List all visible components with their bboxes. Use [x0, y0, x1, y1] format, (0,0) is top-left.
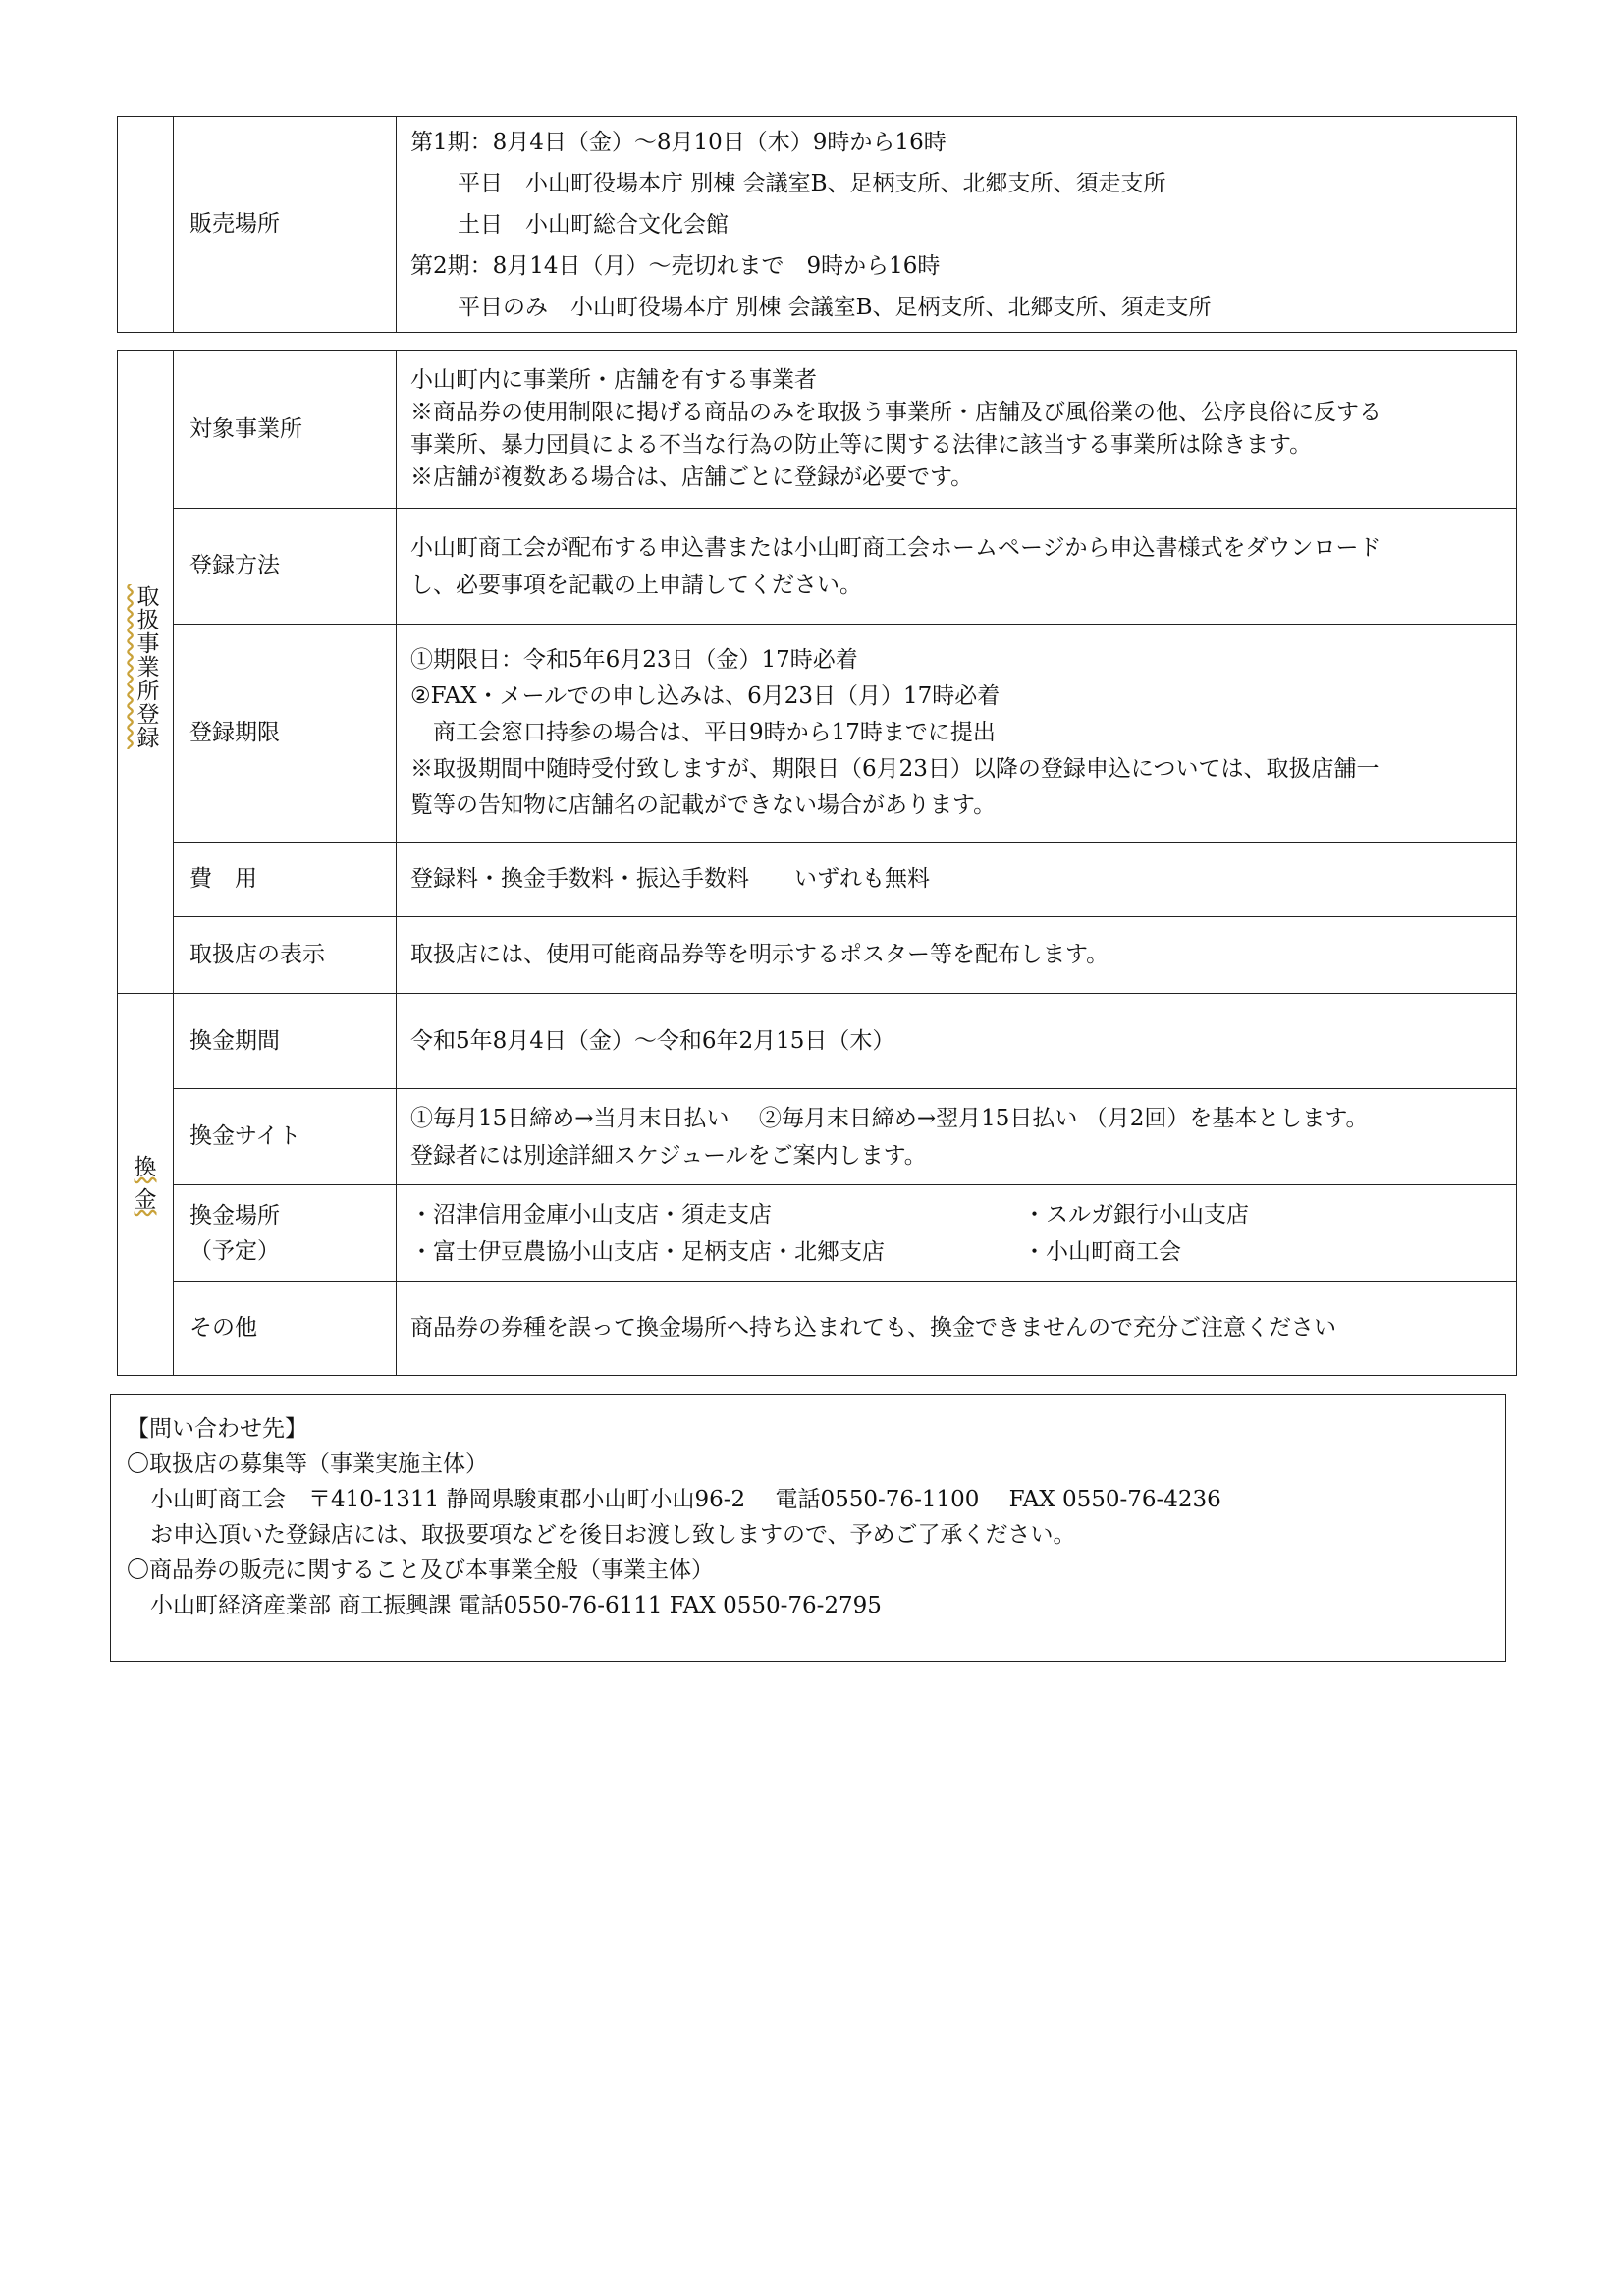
row-line: 覧等の告知物に店舗名の記載ができない場合があります。 — [410, 793, 997, 818]
row-label-line: 換金場所 — [189, 1202, 280, 1229]
sales-line: 第2期：8月14日（月）～売切れまで 9時から16時 — [410, 252, 941, 279]
row-label-line: （予定） — [189, 1237, 280, 1264]
sales-line: 平日 小山町役場本庁 別棟 会議室B、足柄支所、北郷支所、須走支所 — [458, 170, 1166, 196]
row-content — [397, 1185, 1517, 1282]
exchange-side-cell — [118, 994, 174, 1376]
row-label: その他 — [174, 1282, 397, 1376]
sales-line: 土日 小山町総合文化会館 — [458, 211, 729, 238]
row-content: 商品券の券種を誤って換金場所へ持ち込まれても、換金できませんので充分ご注意ください — [397, 1282, 1517, 1376]
registration-side-label: 取扱事業所登録 — [133, 584, 159, 749]
row-content — [397, 625, 1517, 843]
inquiry-line: 小山町経済産業部 商工振興課 電話0550-76-6111 FAX 0550-76-2795 — [150, 1593, 882, 1618]
row-content — [397, 917, 1517, 994]
row-line: ※店舗が複数ある場合は、店舗ごとに登録が必要です。 — [410, 465, 974, 490]
row-line: ②FAX・メールでの申し込みは、6月23日（月）17時必着 — [410, 683, 1001, 709]
inquiry-line: 〇商品券の販売に関すること及び本事業全般（事業主体） — [127, 1558, 714, 1583]
place-line — [410, 1196, 1508, 1233]
sales-line: 平日のみ 小山町役場本庁 別棟 会議室B、足柄支所、北郷支所、須走支所 — [458, 294, 1212, 320]
place-item: ・小山町商工会 — [1023, 1238, 1181, 1265]
sales-content — [397, 117, 1517, 333]
place-item: ・スルガ銀行小山支店 — [1023, 1201, 1249, 1228]
row-content — [397, 509, 1517, 625]
row-label: 登録期限 — [174, 625, 397, 843]
row-line: 小山町商工会が配布する申込書または小山町商工会ホームページから申込書様式をダウンロード — [410, 534, 1381, 561]
row-line: 登録料・換金手数料・振込手数料 いずれも無料 — [410, 866, 930, 892]
row-line: 取扱店には、使用可能商品券等を明示するポスター等を配布します。 — [410, 942, 1109, 967]
row-line: 商工会窓口持参の場合は、平日9時から17時までに提出 — [410, 720, 996, 745]
inquiry-line: 〇取扱店の募集等（事業実施主体） — [127, 1451, 488, 1477]
row-content — [397, 843, 1517, 917]
row-line: し、必要事項を記載の上申請してください。 — [410, 572, 862, 598]
registration-side-cell — [118, 351, 174, 994]
sales-table — [117, 116, 1517, 333]
sales-line: 第1期：8月4日（金）～8月10日（木）9時から16時 — [410, 129, 947, 155]
row-line: 小山町内に事業所・店舗を有する事業者 — [410, 367, 817, 393]
place-item: ・沼津信用金庫小山支店・須走支店 — [410, 1201, 772, 1228]
row-content — [397, 351, 1517, 509]
row-line: 登録者には別途詳細スケジュールをご案内します。 — [410, 1142, 927, 1169]
inquiry-line: お申込頂いた登録店には、取扱要項などを後日お渡し致しますので、予めご了承ください。 — [150, 1522, 1076, 1548]
row-line: ※取扱期間中随時受付致しますが、期限日（6月23日）以降の登録申込については、取扱店舗一 — [410, 756, 1380, 782]
row-label: 換金サイト — [174, 1089, 397, 1185]
place-line — [410, 1233, 1508, 1271]
exchange-side-char: 換 — [134, 1155, 157, 1180]
row-line: ①毎月15日締め→当月末日払い ②毎月末日締め→翌月15日払い （月2回）を基本とします。 — [410, 1105, 1369, 1131]
row-line: ①期限日：令和5年6月23日（金）17時必着 — [410, 647, 858, 673]
row-line: ※商品券の使用制限に掲げる商品のみを取扱う事業所・店舗及び風俗業の他、公序良俗に反する — [410, 400, 1381, 425]
row-content — [397, 1089, 1517, 1185]
row-content: 令和5年8月4日（金）～令和6年2月15日（木） — [397, 994, 1517, 1089]
row-label: 対象事業所 — [174, 351, 397, 509]
exchange-side-char: 金 — [134, 1187, 157, 1213]
row-label: 費 用 — [174, 843, 397, 917]
registration-table — [117, 350, 1517, 1376]
inquiry-line: 小山町商工会 〒410-1311 静岡県駿東郡小山町小山96-2 電話0550-76-1100 FAX 0550-76-4236 — [150, 1487, 1221, 1512]
place-item: ・富士伊豆農協小山支店・足柄支店・北郷支店 — [410, 1238, 885, 1265]
row-label: 登録方法 — [174, 509, 397, 625]
row-label: 換金期間 — [174, 994, 397, 1089]
inquiry-box — [110, 1394, 1506, 1662]
sales-side-cell — [118, 117, 174, 333]
row-label — [174, 1185, 397, 1282]
sales-label: 販売場所 — [174, 117, 397, 333]
row-label: 取扱店の表示 — [174, 917, 397, 994]
inquiry-title: 【問い合わせ先】 — [127, 1416, 307, 1442]
row-line: 事業所、暴力団員による不当な行為の防止等に関する法律に該当する事業所は除きます。 — [410, 432, 1313, 458]
